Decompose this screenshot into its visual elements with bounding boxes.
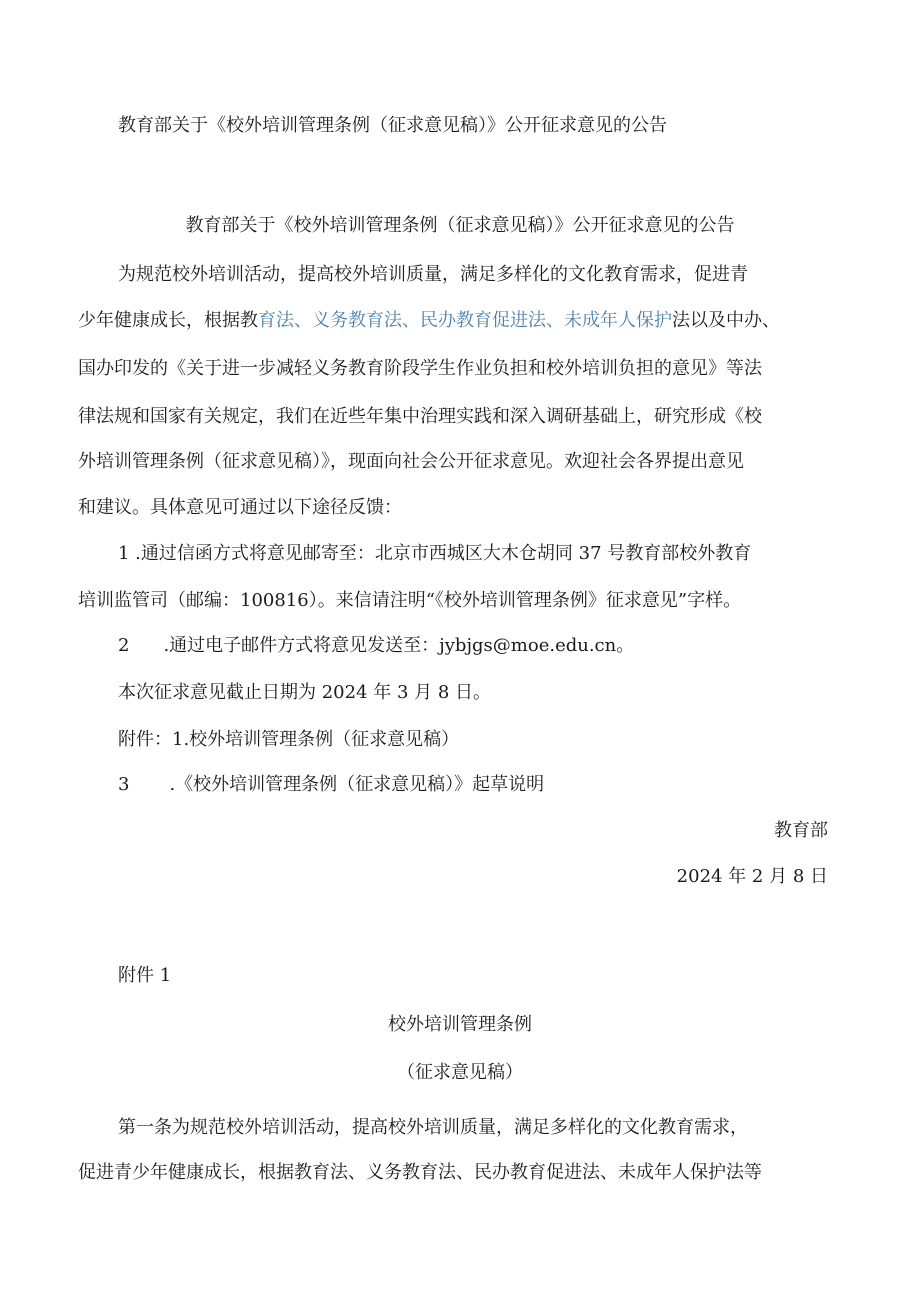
- regulation-subtitle: （征求意见稿）: [397, 1062, 523, 1083]
- law-links[interactable]: 育法、义务教育法、民办教育促进法、未成年人保护: [258, 310, 672, 331]
- item-line: 培训监管司（邮编：100816）。来信请注明“《校外培训管理条例》征求意见”字样。: [78, 590, 742, 611]
- paragraph-line: 和建议。具体意见可通过以下途径反馈：: [78, 497, 402, 518]
- notice-title: 教育部关于《校外培训管理条例（征求意见稿）》公开征求意见的公告: [185, 215, 735, 236]
- regulation-title: 校外培训管理条例: [388, 1014, 532, 1035]
- attachment-label: 附件 1: [118, 965, 172, 986]
- item-number: 3: [118, 774, 130, 795]
- paragraph-line: 为规范校外培训活动，提高校外培训质量，满足多样化的文化教育需求，促进青: [118, 264, 748, 285]
- header-title: 教育部关于《校外培训管理条例（征求意见稿）》公开征求意见的公告: [118, 115, 667, 136]
- attachments-line: 附件：1.校外培训管理条例（征求意见稿）: [118, 729, 460, 750]
- signature: 教育部: [774, 820, 828, 841]
- item-line: 1 .通过信函方式将意见邮寄至：北京市西城区大木仓胡同 37 号教育部校外教育: [118, 543, 752, 564]
- date: 2024 年 2 月 8 日: [676, 866, 828, 887]
- article-line: 促进青少年健康成长，根据教育法、义务教育法、民办教育促进法、未成年人保护法等: [78, 1162, 762, 1183]
- item-text: .《校外培训管理条例（征求意见稿）》起草说明: [169, 774, 545, 795]
- article-line: 第一条为规范校外培训活动，提高校外培训质量，满足多样化的文化教育需求，: [118, 1117, 748, 1138]
- paragraph-line: [78, 308, 780, 334]
- paragraph-text: 少年健康成长，根据教: [78, 310, 258, 331]
- paragraph-line: 外培训管理条例（征求意见稿）》，现面向社会公开征求意见。欢迎社会各界提出意见: [78, 451, 744, 472]
- paragraph-text: 法以及中办、: [672, 310, 780, 331]
- paragraph-line: 律法规和国家有关规定，我们在近些年集中治理实践和深入调研基础上，研究形成《校: [78, 406, 762, 427]
- attachment-item-3: [118, 772, 544, 798]
- paragraph-line: 国办印发的《关于进一步减轻义务教育阶段学生作业负担和校外培训负担的意见》等法: [78, 358, 762, 379]
- item-number: 2: [118, 635, 130, 656]
- item-text: .通过电子邮件方式将意见发送至：jybjgs@moe.edu.cn。: [163, 635, 635, 656]
- deadline-text: 本次征求意见截止日期为 2024 年 3 月 8 日。: [118, 682, 492, 703]
- feedback-item-2: [118, 633, 634, 659]
